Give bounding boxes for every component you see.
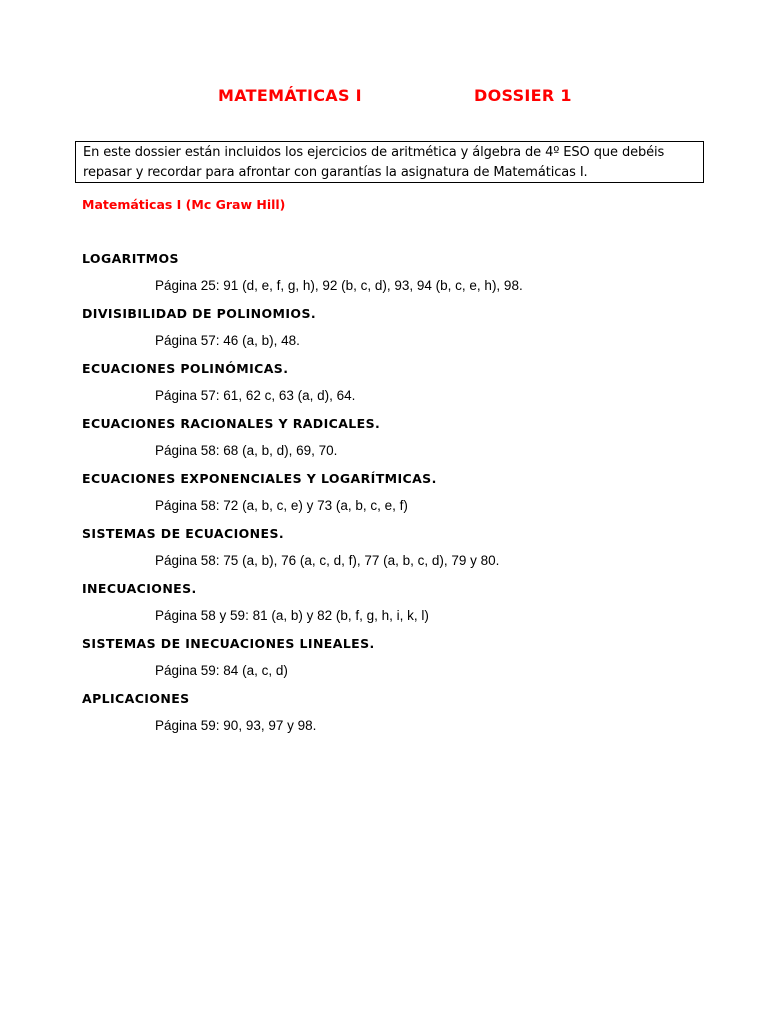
section-detail: Página 57: 61, 62 c, 63 (a, d), 64.	[155, 388, 356, 403]
dossier-title: DOSSIER 1	[474, 86, 572, 105]
section-title: LOGARITMOS	[82, 251, 179, 266]
section-detail: Página 58: 68 (a, b, d), 69, 70.	[155, 443, 338, 458]
section-logaritmos	[82, 251, 722, 306]
intro-line-1: En este dossier están incluidos los ejercicios de aritmética y álgebra de 4º ESO que debéis	[83, 145, 665, 160]
section-detail: Página 58: 72 (a, b, c, e) y 73 (a, b, c, e, f)	[155, 498, 408, 513]
section-title: DIVISIBILIDAD DE POLINOMIOS.	[82, 306, 317, 321]
document-header	[0, 86, 768, 114]
section-inecuaciones	[82, 581, 722, 636]
intro-line-2: repasar y recordar para afrontar con garantías la asignatura de Matemáticas I.	[83, 165, 588, 180]
intro-box	[75, 141, 704, 183]
section-title: SISTEMAS DE INECUACIONES LINEALES.	[82, 636, 375, 651]
section-detail: Página 59: 90, 93, 97 y 98.	[155, 718, 317, 733]
section-detail: Página 57: 46 (a, b), 48.	[155, 333, 300, 348]
book-title: Matemáticas I (Mc Graw Hill)	[82, 197, 286, 212]
section-sistemas-inecuaciones	[82, 636, 722, 691]
section-title: ECUACIONES RACIONALES Y RADICALES.	[82, 416, 381, 431]
section-title: INECUACIONES.	[82, 581, 197, 596]
section-detail: Página 58 y 59: 81 (a, b) y 82 (b, f, g, h, i, k, l)	[155, 608, 429, 623]
section-aplicaciones	[82, 691, 722, 746]
section-detail: Página 59: 84 (a, c, d)	[155, 663, 288, 678]
section-title: APLICACIONES	[82, 691, 190, 706]
section-ecuaciones-racionales	[82, 416, 722, 471]
section-detail: Página 58: 75 (a, b), 76 (a, c, d, f), 77 (a, b, c, d), 79 y 80.	[155, 553, 500, 568]
section-ecuaciones-exponenciales	[82, 471, 722, 526]
section-divisibilidad	[82, 306, 722, 361]
section-ecuaciones-polinomicas	[82, 361, 722, 416]
section-title: ECUACIONES EXPONENCIALES Y LOGARÍTMICAS.	[82, 471, 437, 486]
section-title: SISTEMAS DE ECUACIONES.	[82, 526, 285, 541]
section-detail: Página 25: 91 (d, e, f, g, h), 92 (b, c, d), 93, 94 (b, c, e, h), 98.	[155, 278, 523, 293]
exercise-sections	[82, 251, 722, 746]
section-sistemas-ecuaciones	[82, 526, 722, 581]
section-title: ECUACIONES POLINÓMICAS.	[82, 361, 289, 376]
subject-title: MATEMÁTICAS I	[218, 86, 362, 105]
